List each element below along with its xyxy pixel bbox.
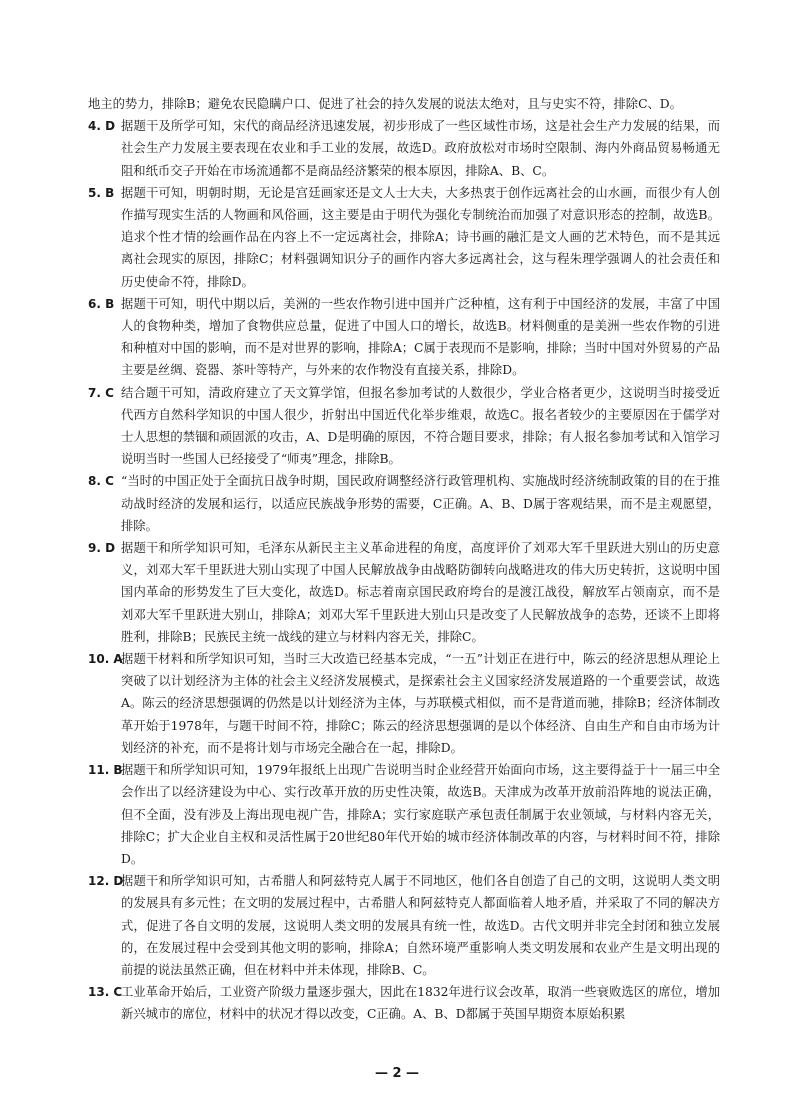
item-text: 据题干和所学知识可知，1979年报纸上出现广告说明当时企业经营开始面向市场，这主要得益于十一届三中全会作出了以经济建设为中心、实行改革开放的历史性决策，故选B。天津成为改革开放前沿阵地的说法正确，但不全面，没有涉及上海出现电视广告，排除A；实行家庭联产承包责任制属于农业领域，与材料内容无关，排除C；扩大企业自主权和灵活性属于20世纪80年代开始的城市经济体制改革的内容，与材料时间不符，排除D。	[121, 763, 720, 866]
answer-item-11	[88, 759, 720, 870]
answer-item-4	[88, 115, 720, 182]
item-number: 5. B	[88, 185, 115, 200]
item-text: 据题干材料和所学知识可知，当时三大改造已经基本完成，“一五”计划正在进行中，陈云的经济思想从理论上突破了以计划经济为主体的社会主义经济发展模式，是探索社会主义国家经济发展道路的一个重要尝试，故选A。陈云的经济思想强调的仍然是以计划经济为主体，与苏联模式相似，而不是背道而驰，排除B；经济体制改革开始于1978年，与题干时间不符，排除C；陈云的经济思想强调的是以个体经济、自由生产和自由市场为计划经济的补充，而不是将计划与市场完全融合在一起，排除D。	[121, 652, 720, 755]
answer-item-6	[88, 293, 720, 382]
item-number: 6. B	[88, 296, 115, 311]
answer-item-10	[88, 648, 720, 759]
item-number: 7. C	[88, 385, 114, 400]
answer-item-9	[88, 537, 720, 648]
item-number: 4. D	[88, 119, 116, 134]
answer-item-8	[88, 470, 720, 537]
item-number: 11. B	[88, 763, 123, 778]
item-text: 据题干可知，明朝时期，无论是宫廷画家还是文人士大夫，大多热衷于创作远离社会的山水画，而很少有人创作描写现实生活的人物画和风俗画，这主要是由于明代为强化专制统治而加强了对意识形态的控制，故选B。追求个性才情的绘画作品在内容上不一定远离社会，排除A；诗书画的融汇是文人画的艺术特色，而不是其远离社会现实的原因，排除C；材料强调知识分子的画作内容大多远离社会，这与程朱理学强调人的社会责任和历史使命不符，排除D。	[121, 185, 720, 289]
answer-item-12	[88, 870, 720, 981]
item-text: 结合题干可知，清政府建立了天文算学馆，但报名参加考试的人数很少，学业合格者更少，这说明当时接受近代西方自然科学知识的中国人很少，折射出中国近代化举步维艰，故选C。报名者较少的主要原因在于儒学对士人思想的禁锢和顽固派的攻击，A、D是明确的原因，不符合题目要求，排除；有人报名参加考试和入馆学习说明当时一些国人已经接受了“师夷”理念，排除B。	[121, 385, 720, 467]
item-text: 据题干和所学知识可知，古希腊人和阿兹特克人属于不同地区，他们各自创造了自己的文明，这说明人类文明的发展具有多元性；在文明的发展过程中，古希腊人和阿兹特克人都面临着人地矛盾，并采取了不同的解决方式，促进了各自文明的发展，这说明人类文明的发展具有统一性，故选D。古代文明并非完全封闭和独立发展的，在发展过程中会受到其他文明的影响，排除A；自然环境严重影响人类文明发展和农业产生是文明出现的前提的说法虽然正确，但在材料中并未体现，排除B、C。	[121, 874, 720, 977]
item-number: 10. A	[88, 652, 123, 667]
page-number: — 2 —	[374, 1066, 420, 1081]
item-number: 9. D	[88, 541, 116, 556]
item-text: 据题干及所学可知，宋代的商品经济迅速发展，初步形成了一些区域性市场，这是社会生产力发展的结果，而社会生产力发展主要表现在农业和手工业的发展，故选D。政府放松对市场时空限制、海内外商品贸易畅通无阻和纸币交子开始在市场流通都不是商品经济繁荣的根本原因，排除A、B、C。	[121, 119, 720, 178]
item-text: 据题干可知，明代中期以后，美洲的一些农作物引进中国并广泛种植，这有利于中国经济的发展，丰富了中国人的食物种类，增加了食物供应总量，促进了中国人口的增长，故选B。材料侧重的是美洲一些农作物的引进和种植对中国的影响，而不是对世界的影响，排除A；C属于表现而不是影响，排除；当时中国对外贸易的产品主要是丝绸、瓷器、茶叶等特产，与外来的农作物没有直接关系，排除D。	[121, 296, 720, 378]
item-text: “当时的中国正处于全面抗日战争时期，国民政府调整经济行政管理机构、实施战时经济统制政策的目的在于推动战时经济的发展和运行，以适应民族战争形势的需要，C正确。A、B、D属于客观结果，而不是主观愿望，排除。	[121, 474, 720, 533]
answer-item-13	[88, 981, 720, 1025]
answer-item-7	[88, 382, 720, 471]
item-number: 12. D	[88, 874, 124, 889]
item-number: 8. C	[88, 474, 114, 489]
answer-item-5	[88, 182, 720, 293]
continuation-paragraph: 地主的势力，排除B；避免农民隐瞒户口、促进了社会的持久发展的说法太绝对，且与史实不符，排除C、D。	[88, 97, 682, 111]
item-text: 据题干和所学知识可知，毛泽东从新民主主义革命进程的角度，高度评价了刘邓大军千里跃进大别山的历史意义，刘邓大军千里跃进大别山实现了中国人民解放战争由战略防御转向战略进攻的伟大历史转折，这说明中国国内革命的形势发生了巨大变化，故选D。标志着南京国民政府垮台的是渡江战役，解放军占领南京，而不是刘邓大军千里跃进大别山，排除A；刘邓大军千里跃进大别山只是改变了人民解放战争的态势，还谈不上即将胜利，排除B；民族民主统一战线的建立与材料内容无关，排除C。	[121, 541, 720, 644]
answer-explanations	[88, 93, 720, 1026]
item-text: 工业革命开始后，工业资产阶级力量逐步强大，因此在1832年进行议会改革，取消一些衰败选区的席位，增加新兴城市的席位，材料中的状况才得以改变，C正确。A、B、D都属于英国早期资本原始积累	[121, 985, 720, 1022]
item-number: 13. C	[88, 985, 123, 1000]
